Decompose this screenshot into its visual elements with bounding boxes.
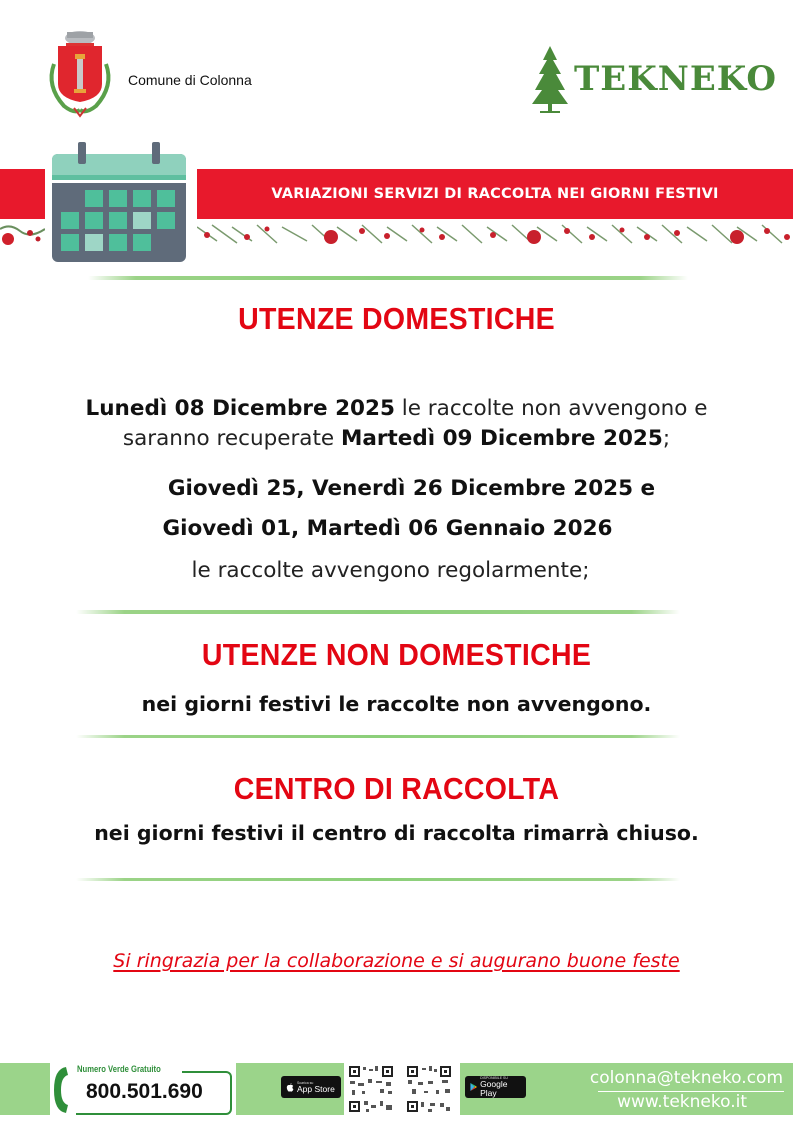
qr-code-icon[interactable]: [404, 1063, 454, 1115]
non-domestiche-text: nei giorni festivi le raccolte non avvengono.: [141, 692, 652, 716]
date-recovery-dec-09: Martedì 09 Dicembre 2025: [340, 426, 663, 451]
section-divider: [76, 610, 680, 614]
section-divider: [76, 735, 680, 738]
pine-tree-icon: [530, 44, 570, 114]
municipal-crest-icon: [40, 24, 120, 120]
section-heading-non-domestiche: UTENZE NON DOMESTICHE: [201, 637, 592, 672]
tekneko-logo: [530, 44, 777, 114]
closing-message: Si ringrazia per la collaborazione e si augurano buone feste: [113, 950, 680, 972]
toll-free-number[interactable]: 800.501.690: [86, 1080, 203, 1103]
domestiche-paragraph-1: [0, 394, 793, 454]
apple-icon: [286, 1082, 294, 1092]
googleplay-label: Google Play: [480, 1079, 508, 1098]
footer-band: [0, 1063, 50, 1115]
domestiche-paragraph-2-line-2: Giovedì 01, Martedì 06 Gennaio 2026: [162, 516, 613, 541]
centro-text: nei giorni festivi il centro di raccolta rimarrà chiuso.: [94, 821, 699, 845]
toll-free-label: Numero Verde Gratuito: [77, 1064, 161, 1074]
text-segment: le raccolte non avvengono e: [394, 396, 708, 421]
banner-title: VARIAZIONI SERVIZI DI RACCOLTA NEI GIORNI FESTIVI: [271, 186, 719, 202]
brand-name: TEKNEKO: [574, 59, 778, 99]
contact-website[interactable]: www.tekneko.it: [617, 1092, 747, 1112]
municipality-name: Comune di Colonna: [128, 72, 252, 88]
domestiche-paragraph-2-line-1: Giovedì 25, Venerdì 26 Dicembre 2025 e: [167, 476, 656, 501]
banner-stripe-left: [0, 169, 45, 219]
qr-code-icon[interactable]: [346, 1063, 396, 1115]
section-divider: [76, 878, 680, 881]
text-segment: ;: [662, 426, 671, 451]
googleplay-caption: DISPONIBILE SU: [480, 1076, 508, 1080]
section-heading-domestiche: UTENZE DOMESTICHE: [238, 301, 555, 336]
christmas-garland-decoration: [0, 219, 45, 249]
date-holiday-dec-08: Lunedì 08 Dicembre 2025: [85, 396, 395, 421]
calendar-icon: [52, 142, 186, 262]
section-divider: [88, 276, 688, 280]
text-segment: saranno recuperate: [122, 426, 341, 451]
section-heading-centro: CENTRO DI RACCOLTA: [233, 771, 560, 806]
app-store-badge[interactable]: [281, 1076, 341, 1098]
phone-handset-icon: [52, 1065, 70, 1115]
toll-free-number-box: [52, 1063, 234, 1117]
contact-email[interactable]: colonna@tekneko.com: [589, 1068, 783, 1088]
christmas-garland-decoration: [197, 219, 793, 249]
banner: [197, 169, 793, 219]
appstore-label: App Store: [297, 1083, 335, 1094]
appstore-caption: Scarica su: [297, 1080, 314, 1085]
domestiche-paragraph-2-line-3: le raccolte avvengono regolarmente;: [191, 558, 590, 583]
